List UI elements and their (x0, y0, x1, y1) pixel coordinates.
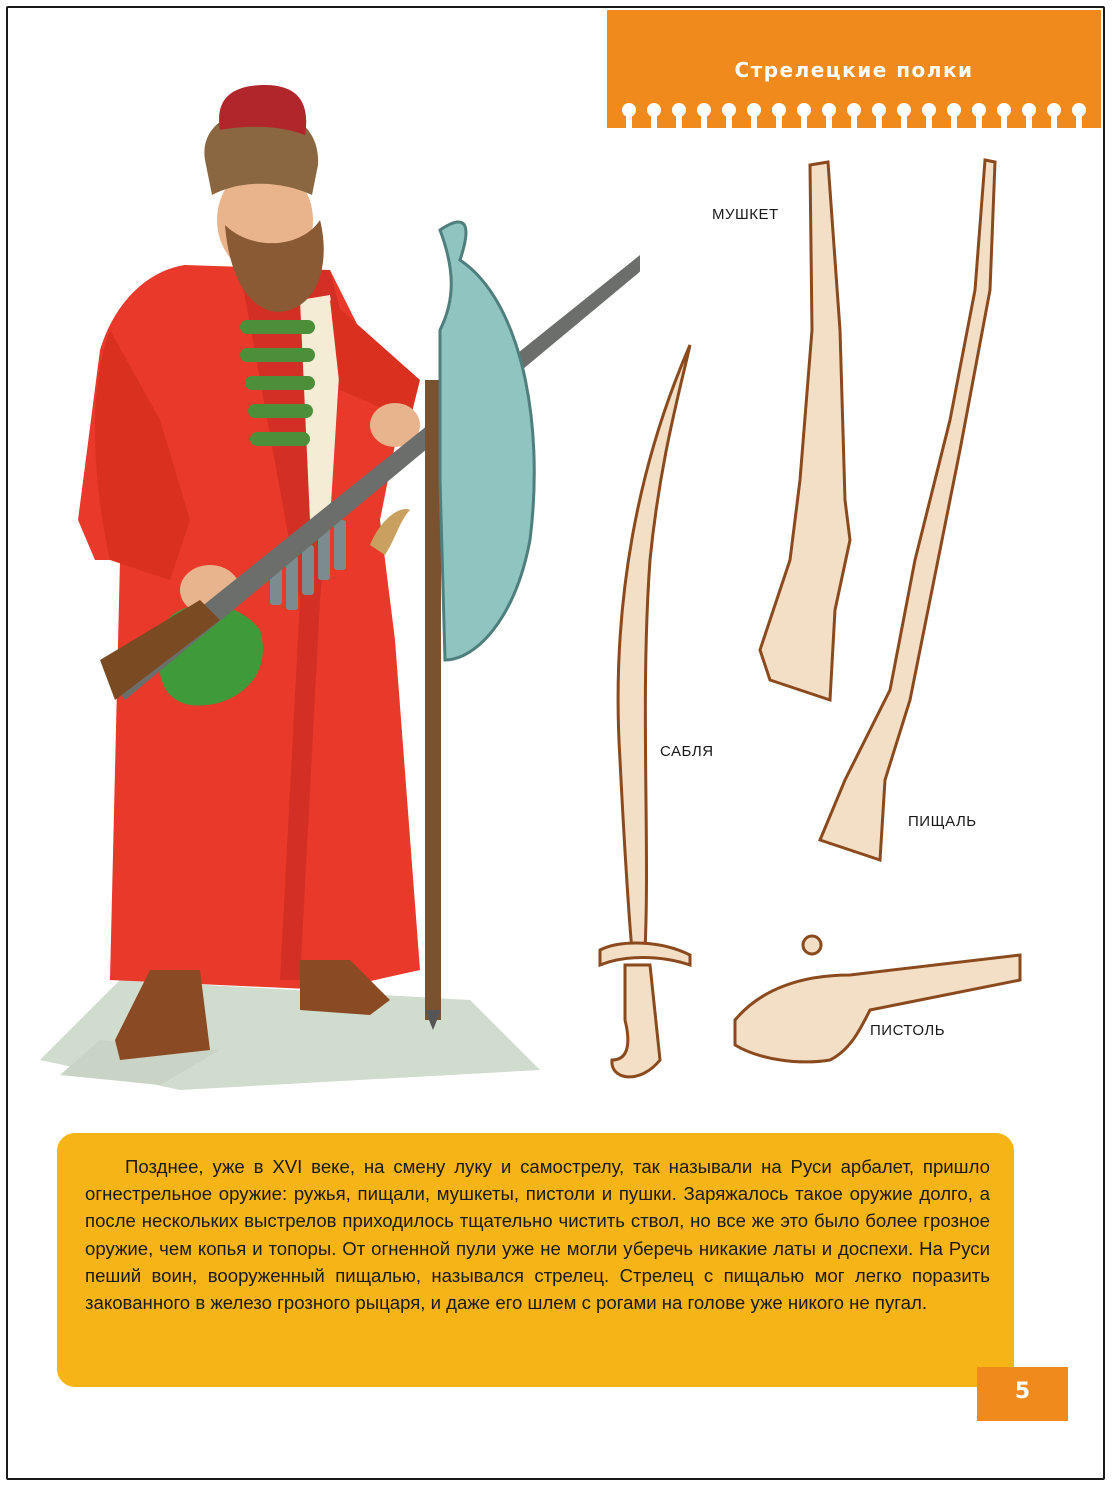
info-text-box (57, 1133, 1014, 1387)
page-number-box (977, 1367, 1068, 1421)
pistol-drawing-icon (735, 936, 1020, 1062)
page-number: 5 (1014, 1379, 1031, 1404)
label-pistol: ПИСТОЛЬ (870, 1022, 946, 1039)
body-paragraph: Позднее, уже в XVI веке, на смену луку и самострелу, так называли на Руси арбалет, пришло огнестрельное оружие: ружья, пищали, мушкеты, пистоли и пушки. Заряжалось такое оружие долго, а после нескольких выстрелов приходилось тщательно чистить ствол, но все же это было более грозное оружие, чем копья и топоры. От огненной пули уже не могли уберечь никакие латы и доспехи. На Руси пеший воин, вооруженный пищалью, назывался стрелец. Стрелец с пищалью мог легко поразить закованного в железо грозного рыцаря, и даже его шлем с рогами на голове уже никого не пугал. (85, 1156, 990, 1314)
label-pishchal: ПИЩАЛЬ (908, 813, 977, 830)
sabre-drawing-icon (600, 345, 690, 1077)
musket-drawing-icon (760, 162, 850, 700)
label-sabre: САБЛЯ (660, 743, 714, 760)
label-musket: МУШКЕТ (712, 206, 779, 223)
chapter-title: Стрелецкие полки (734, 58, 974, 82)
